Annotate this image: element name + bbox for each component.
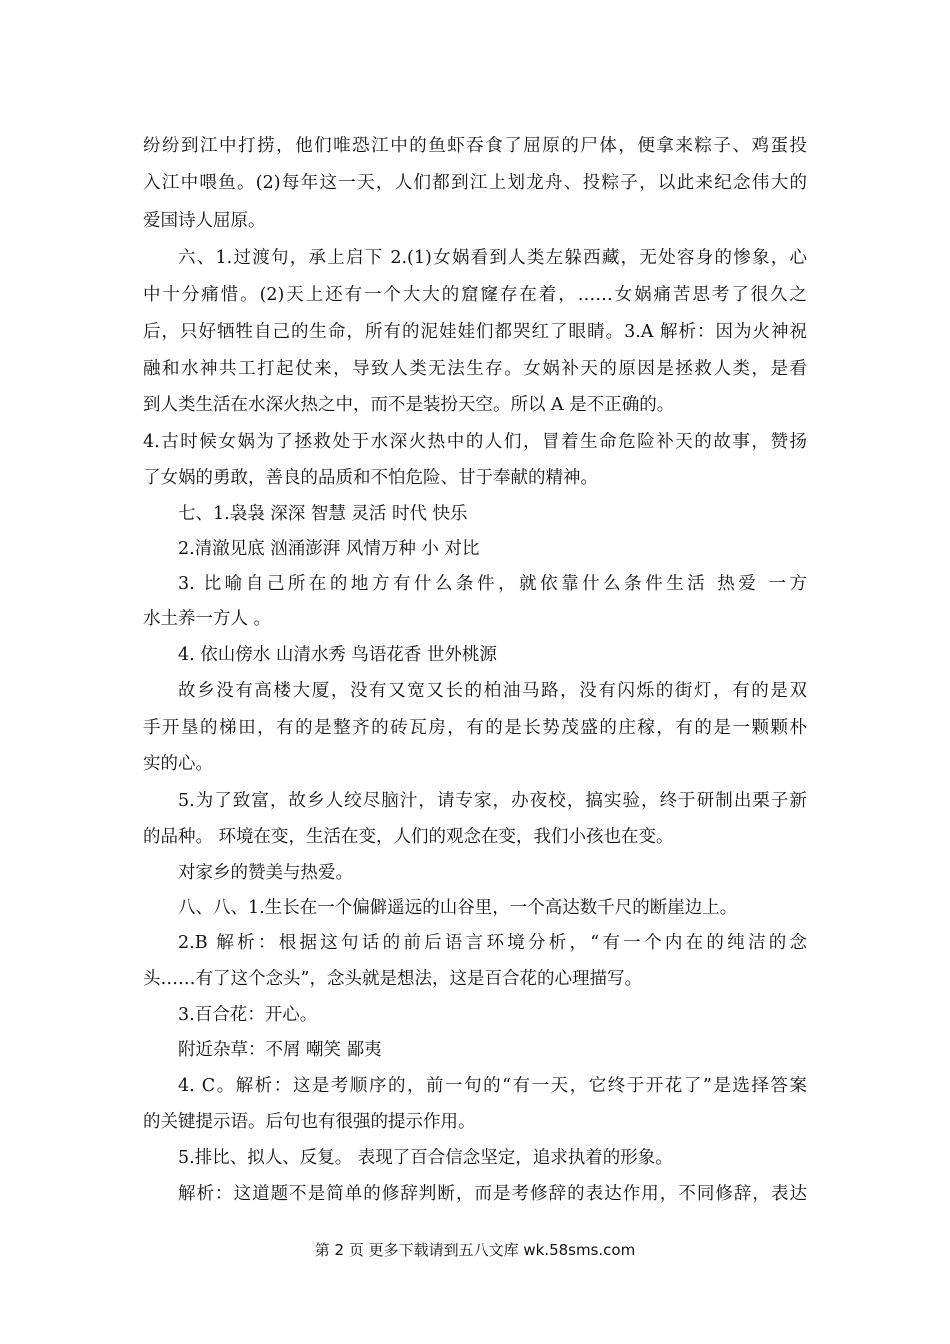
text-line: 的品种。 环境在变，生活在变，人们的观念在变，我们小孩也在变。 bbox=[143, 827, 674, 847]
text-line: 融和水神共工打起仗来，导致人类无法生存。女娲补天的原因是拯救人类，是看 bbox=[143, 359, 807, 379]
text-line: 了女娲的勇敢，善良的品质和不怕危险、甘于奉献的精神。 bbox=[143, 468, 598, 488]
text-line: 到人类生活在水深火热之中，而不是装扮天空。所以 A 是不正确的。 bbox=[143, 395, 675, 415]
text-line: 附近杂草：不屑 嘲笑 鄙夷 bbox=[178, 1040, 382, 1060]
text-line: 2.B 解析：根据这句话的前后语言环境分析，“有一个内在的纯洁的念 bbox=[178, 933, 807, 953]
text-line: 的关键提示语。后句也有很强的提示作用。 bbox=[143, 1112, 476, 1132]
text-line: 实的心。 bbox=[143, 754, 213, 774]
text-line: 头……有了这个念头”，念头就是想法，这是百合花的心理描写。 bbox=[143, 969, 642, 989]
page-footer: 第 2 页 更多下载请到五八文库 wk.58sms.com bbox=[314, 1241, 636, 1259]
text-line: 3. 比喻自己所在的地方有什么条件，就依靠什么条件生活 热爱 一方 bbox=[178, 574, 807, 594]
text-line: 中十分痛惜。(2)天上还有一个大大的窟窿存在着，……女娲痛苦思考了很久之 bbox=[143, 285, 807, 305]
text-line: 4. 依山傍水 山清水秀 鸟语花香 世外桃源 bbox=[178, 645, 497, 665]
text-line: 爱国诗人屈原。 bbox=[143, 211, 266, 231]
text-line: 水土养一方人 。 bbox=[143, 609, 272, 629]
text-line: 3.百合花：开心。 bbox=[178, 1005, 318, 1025]
text-line: 六、1.过渡句，承上启下 2.(1)女娲看到人类左躲西藏，无处容身的惨象，心 bbox=[178, 248, 807, 268]
text-line: 4. C。解析：这是考顺序的，前一句的“有一天，它终于开花了”是选择答案 bbox=[178, 1076, 807, 1096]
text-line: 对家乡的赞美与热爱。 bbox=[178, 863, 353, 883]
text-line: 4.古时候女娲为了拯救处于水深火热中的人们，冒着生命危险补天的故事，赞扬 bbox=[143, 432, 807, 452]
text-line: 5.排比、拟人、反复。 表现了百合信念坚定，追求执着的形象。 bbox=[178, 1148, 673, 1168]
text-line: 5.为了致富，故乡人绞尽脑汁，请专家，办夜校，搞实验，终于研制出栗子新 bbox=[178, 791, 807, 811]
text-line: 后，只好牺牲自己的生命，所有的泥娃娃们都哭红了眼睛。3.A 解析：因为火神祝 bbox=[143, 322, 807, 342]
text-line: 2.清澈见底 汹涌澎湃 风情万种 小 对比 bbox=[178, 539, 480, 559]
text-line: 手开垦的梯田，有的是整齐的砖瓦房，有的是长势茂盛的庄稼，有的是一颗颗朴 bbox=[143, 718, 807, 738]
text-line: 故乡没有高楼大厦，没有又宽又长的柏油马路，没有闪烁的街灯，有的是双 bbox=[178, 681, 807, 701]
text-line: 七、1.袅袅 深深 智慧 灵活 时代 快乐 bbox=[178, 504, 468, 524]
text-line: 解析：这道题不是简单的修辞判断，而是考修辞的表达作用，不同修辞，表达 bbox=[178, 1184, 807, 1204]
text-line: 八、八、1.生长在一个偏僻遥远的山谷里，一个高达数千尺的断崖边上。 bbox=[178, 898, 738, 918]
text-line: 纷纷到江中打捞，他们唯恐江中的鱼虾吞食了屈原的尸体，便拿来粽子、鸡蛋投 bbox=[143, 136, 807, 156]
text-line: 入江中喂鱼。(2)每年这一天，人们都到江上划龙舟、投粽子，以此来纪念伟大的 bbox=[143, 173, 807, 193]
